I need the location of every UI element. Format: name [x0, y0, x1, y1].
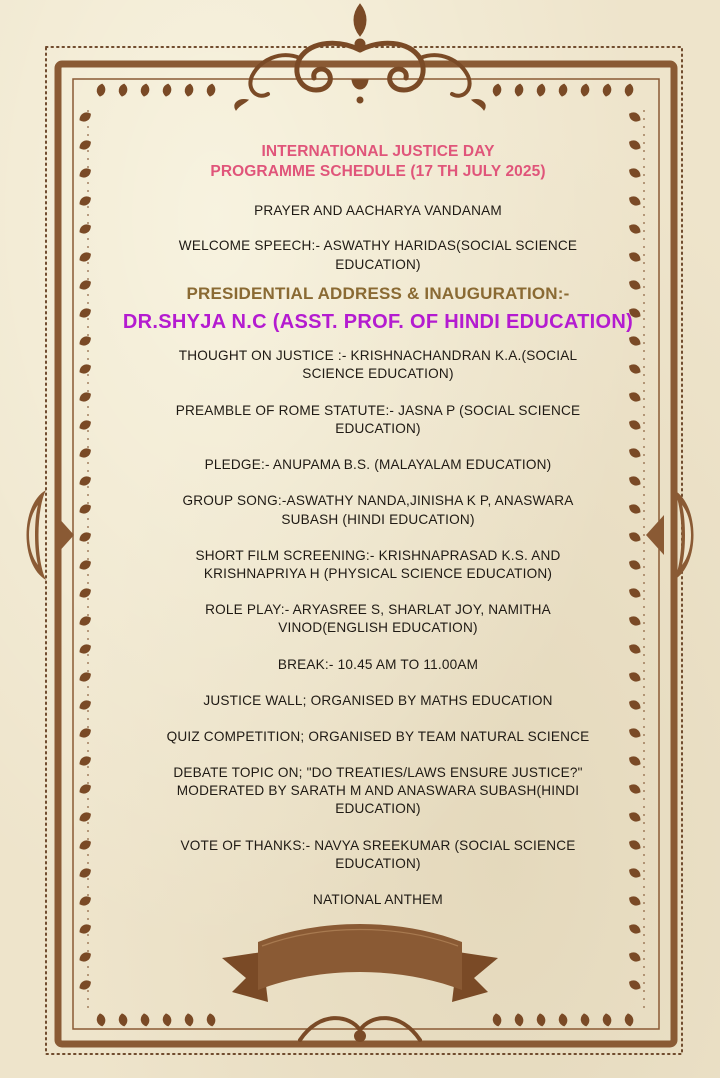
- leaf-icon: [78, 391, 92, 403]
- leaf-icon: [628, 531, 642, 543]
- vote-of-thanks-line2: EDUCATION): [335, 856, 421, 871]
- leaf-icon: [628, 195, 642, 207]
- leaf-icon: [78, 503, 92, 515]
- leaf-icon: [78, 867, 92, 879]
- leaf-icon: [78, 643, 92, 655]
- group-song-line2: SUBASH (HINDI EDUCATION): [281, 512, 475, 527]
- leaf-icon: [628, 391, 642, 403]
- leaf-icon: [78, 559, 92, 571]
- leaf-icon: [96, 84, 105, 97]
- leaf-icon: [78, 531, 92, 543]
- leaf-icon: [628, 251, 642, 263]
- leaf-icon: [628, 167, 642, 179]
- leaf-icon: [78, 951, 92, 963]
- debate-line3: EDUCATION): [335, 801, 421, 816]
- leaf-icon: [184, 1013, 193, 1026]
- leaf-icon: [628, 727, 642, 739]
- debate-line2: MODERATED BY SARATH M AND ANASWARA SUBASH(HINDI: [176, 783, 580, 798]
- leaf-icon: [628, 755, 642, 767]
- leaf-icon: [602, 84, 611, 97]
- short-film-line1: SHORT FILM SCREENING:- KRISHNAPRASAD K.S. AND: [195, 548, 561, 563]
- short-film-line2: KRISHNAPRIYA H (PHYSICAL SCIENCE EDUCATION): [203, 566, 553, 581]
- leaf-icon: [78, 279, 92, 291]
- leaf-icon: [78, 811, 92, 823]
- leaf-icon: [628, 335, 642, 347]
- leaf-icon: [628, 111, 642, 123]
- leaf-icon: [78, 111, 92, 123]
- leaf-icon: [628, 419, 642, 431]
- leaf-icon: [78, 475, 92, 487]
- leaf-icon: [628, 503, 642, 515]
- leaf-icon: [492, 84, 501, 97]
- leaf-icon: [78, 839, 92, 851]
- leaf-icon: [536, 1013, 545, 1026]
- leaf-icon: [78, 979, 92, 991]
- leaf-icon: [140, 1013, 149, 1026]
- leaf-icon: [628, 811, 642, 823]
- leaf-icon: [162, 84, 171, 97]
- programme-content: [122, 142, 634, 907]
- leaf-icon: [628, 951, 642, 963]
- national-anthem-item: NATIONAL ANTHEM: [313, 892, 443, 907]
- leaf-icon: [628, 139, 642, 151]
- leaf-icon: [624, 84, 633, 97]
- leaf-icon: [514, 84, 523, 97]
- leaf-icon: [558, 84, 567, 97]
- leaf-icon: [78, 923, 92, 935]
- leaf-icon: [514, 1013, 523, 1026]
- leaf-icon: [536, 84, 545, 97]
- leaf-icon: [78, 447, 92, 459]
- leaf-icon: [628, 671, 642, 683]
- leaf-icon: [628, 895, 642, 907]
- leaf-icon: [628, 559, 642, 571]
- leaf-icon: [580, 1013, 589, 1026]
- thought-on-justice-line1: THOUGHT ON JUSTICE :- KRISHNACHANDRAN K.A.(SOCIAL: [178, 348, 578, 363]
- leaf-icon: [78, 251, 92, 263]
- role-play-line2: VINOD(ENGLISH EDUCATION): [278, 620, 478, 635]
- leaf-icon: [628, 783, 642, 795]
- leaf-icon: [78, 335, 92, 347]
- leaf-icon: [78, 615, 92, 627]
- debate-line1: DEBATE TOPIC ON; "DO TREATIES/LAWS ENSURE JUSTICE?": [173, 765, 583, 780]
- leaf-icon: [628, 867, 642, 879]
- leaf-icon: [78, 755, 92, 767]
- leaf-icon: [78, 167, 92, 179]
- schedule-title: PROGRAMME SCHEDULE (17 TH JULY 2025): [210, 163, 546, 180]
- leaf-icon: [628, 363, 642, 375]
- leaf-icon: [492, 1013, 501, 1026]
- leaf-icon: [558, 1013, 567, 1026]
- leaf-icon: [118, 84, 127, 97]
- leaf-icon: [624, 1013, 633, 1026]
- leaf-icon: [96, 1013, 105, 1026]
- leaf-icon: [78, 699, 92, 711]
- presidential-speaker: DR.SHYJA N.C (ASST. PROF. OF HINDI EDUCATION): [122, 311, 634, 333]
- ribbon-banner-icon: [222, 924, 498, 1002]
- leaf-icon: [78, 895, 92, 907]
- leaf-icon: [78, 587, 92, 599]
- leaf-icon: [206, 1013, 215, 1026]
- leaf-icon: [140, 84, 149, 97]
- leaf-icon: [184, 84, 193, 97]
- leaf-icon: [78, 223, 92, 235]
- leaf-icon: [118, 1013, 127, 1026]
- leaf-icon: [628, 643, 642, 655]
- prayer-item: PRAYER AND AACHARYA VANDANAM: [254, 203, 502, 218]
- leaf-icon: [78, 783, 92, 795]
- preamble-line2: EDUCATION): [335, 421, 421, 436]
- right-side-ornament-icon: [646, 490, 694, 580]
- leaf-icon: [628, 839, 642, 851]
- leaf-icon: [628, 475, 642, 487]
- leaf-icon: [628, 223, 642, 235]
- leaf-icon: [78, 727, 92, 739]
- presidential-address-heading: PRESIDENTIAL ADDRESS & INAUGURATION:-: [186, 284, 570, 303]
- leaf-icon: [580, 84, 589, 97]
- leaf-icon: [628, 699, 642, 711]
- pledge-item: PLEDGE:- ANUPAMA B.S. (MALAYALAM EDUCATION): [204, 457, 552, 472]
- leaf-icon: [628, 979, 642, 991]
- preamble-line1: PREAMBLE OF ROME STATUTE:- JASNA P (SOCIAL SCIENCE: [175, 403, 581, 418]
- leaf-icon: [78, 139, 92, 151]
- vote-of-thanks-line1: VOTE OF THANKS:- NAVYA SREEKUMAR (SOCIAL SCIENCE: [180, 838, 576, 853]
- leaf-icon: [78, 363, 92, 375]
- leaf-icon: [78, 195, 92, 207]
- justice-wall-item: JUSTICE WALL; ORGANISED BY MATHS EDUCATION: [203, 693, 553, 708]
- event-title: INTERNATIONAL JUSTICE DAY: [261, 143, 495, 160]
- thought-on-justice-line2: SCIENCE EDUCATION): [302, 366, 454, 381]
- leaf-icon: [628, 923, 642, 935]
- leaf-icon: [602, 1013, 611, 1026]
- leaf-icon: [628, 447, 642, 459]
- leaf-icon: [628, 587, 642, 599]
- role-play-line1: ROLE PLAY:- ARYASREE S, SHARLAT JOY, NAMITHA: [205, 602, 551, 617]
- leaf-icon: [162, 1013, 171, 1026]
- leaf-icon: [628, 615, 642, 627]
- break-item: BREAK:- 10.45 AM TO 11.00AM: [277, 657, 479, 672]
- group-song-line1: GROUP SONG:-ASWATHY NANDA,JINISHA K P, ANASWARA: [182, 493, 574, 508]
- leaf-icon: [78, 671, 92, 683]
- leaf-icon: [206, 84, 215, 97]
- quiz-item: QUIZ COMPETITION; ORGANISED BY TEAM NATURAL SCIENCE: [166, 729, 590, 744]
- top-ornament-icon: [235, 4, 486, 110]
- left-side-ornament-icon: [27, 490, 75, 580]
- welcome-speech-line1: WELCOME SPEECH:- ASWATHY HARIDAS(SOCIAL SCIENCE: [178, 238, 578, 253]
- welcome-speech-line2: EDUCATION): [335, 257, 421, 272]
- leaf-icon: [78, 419, 92, 431]
